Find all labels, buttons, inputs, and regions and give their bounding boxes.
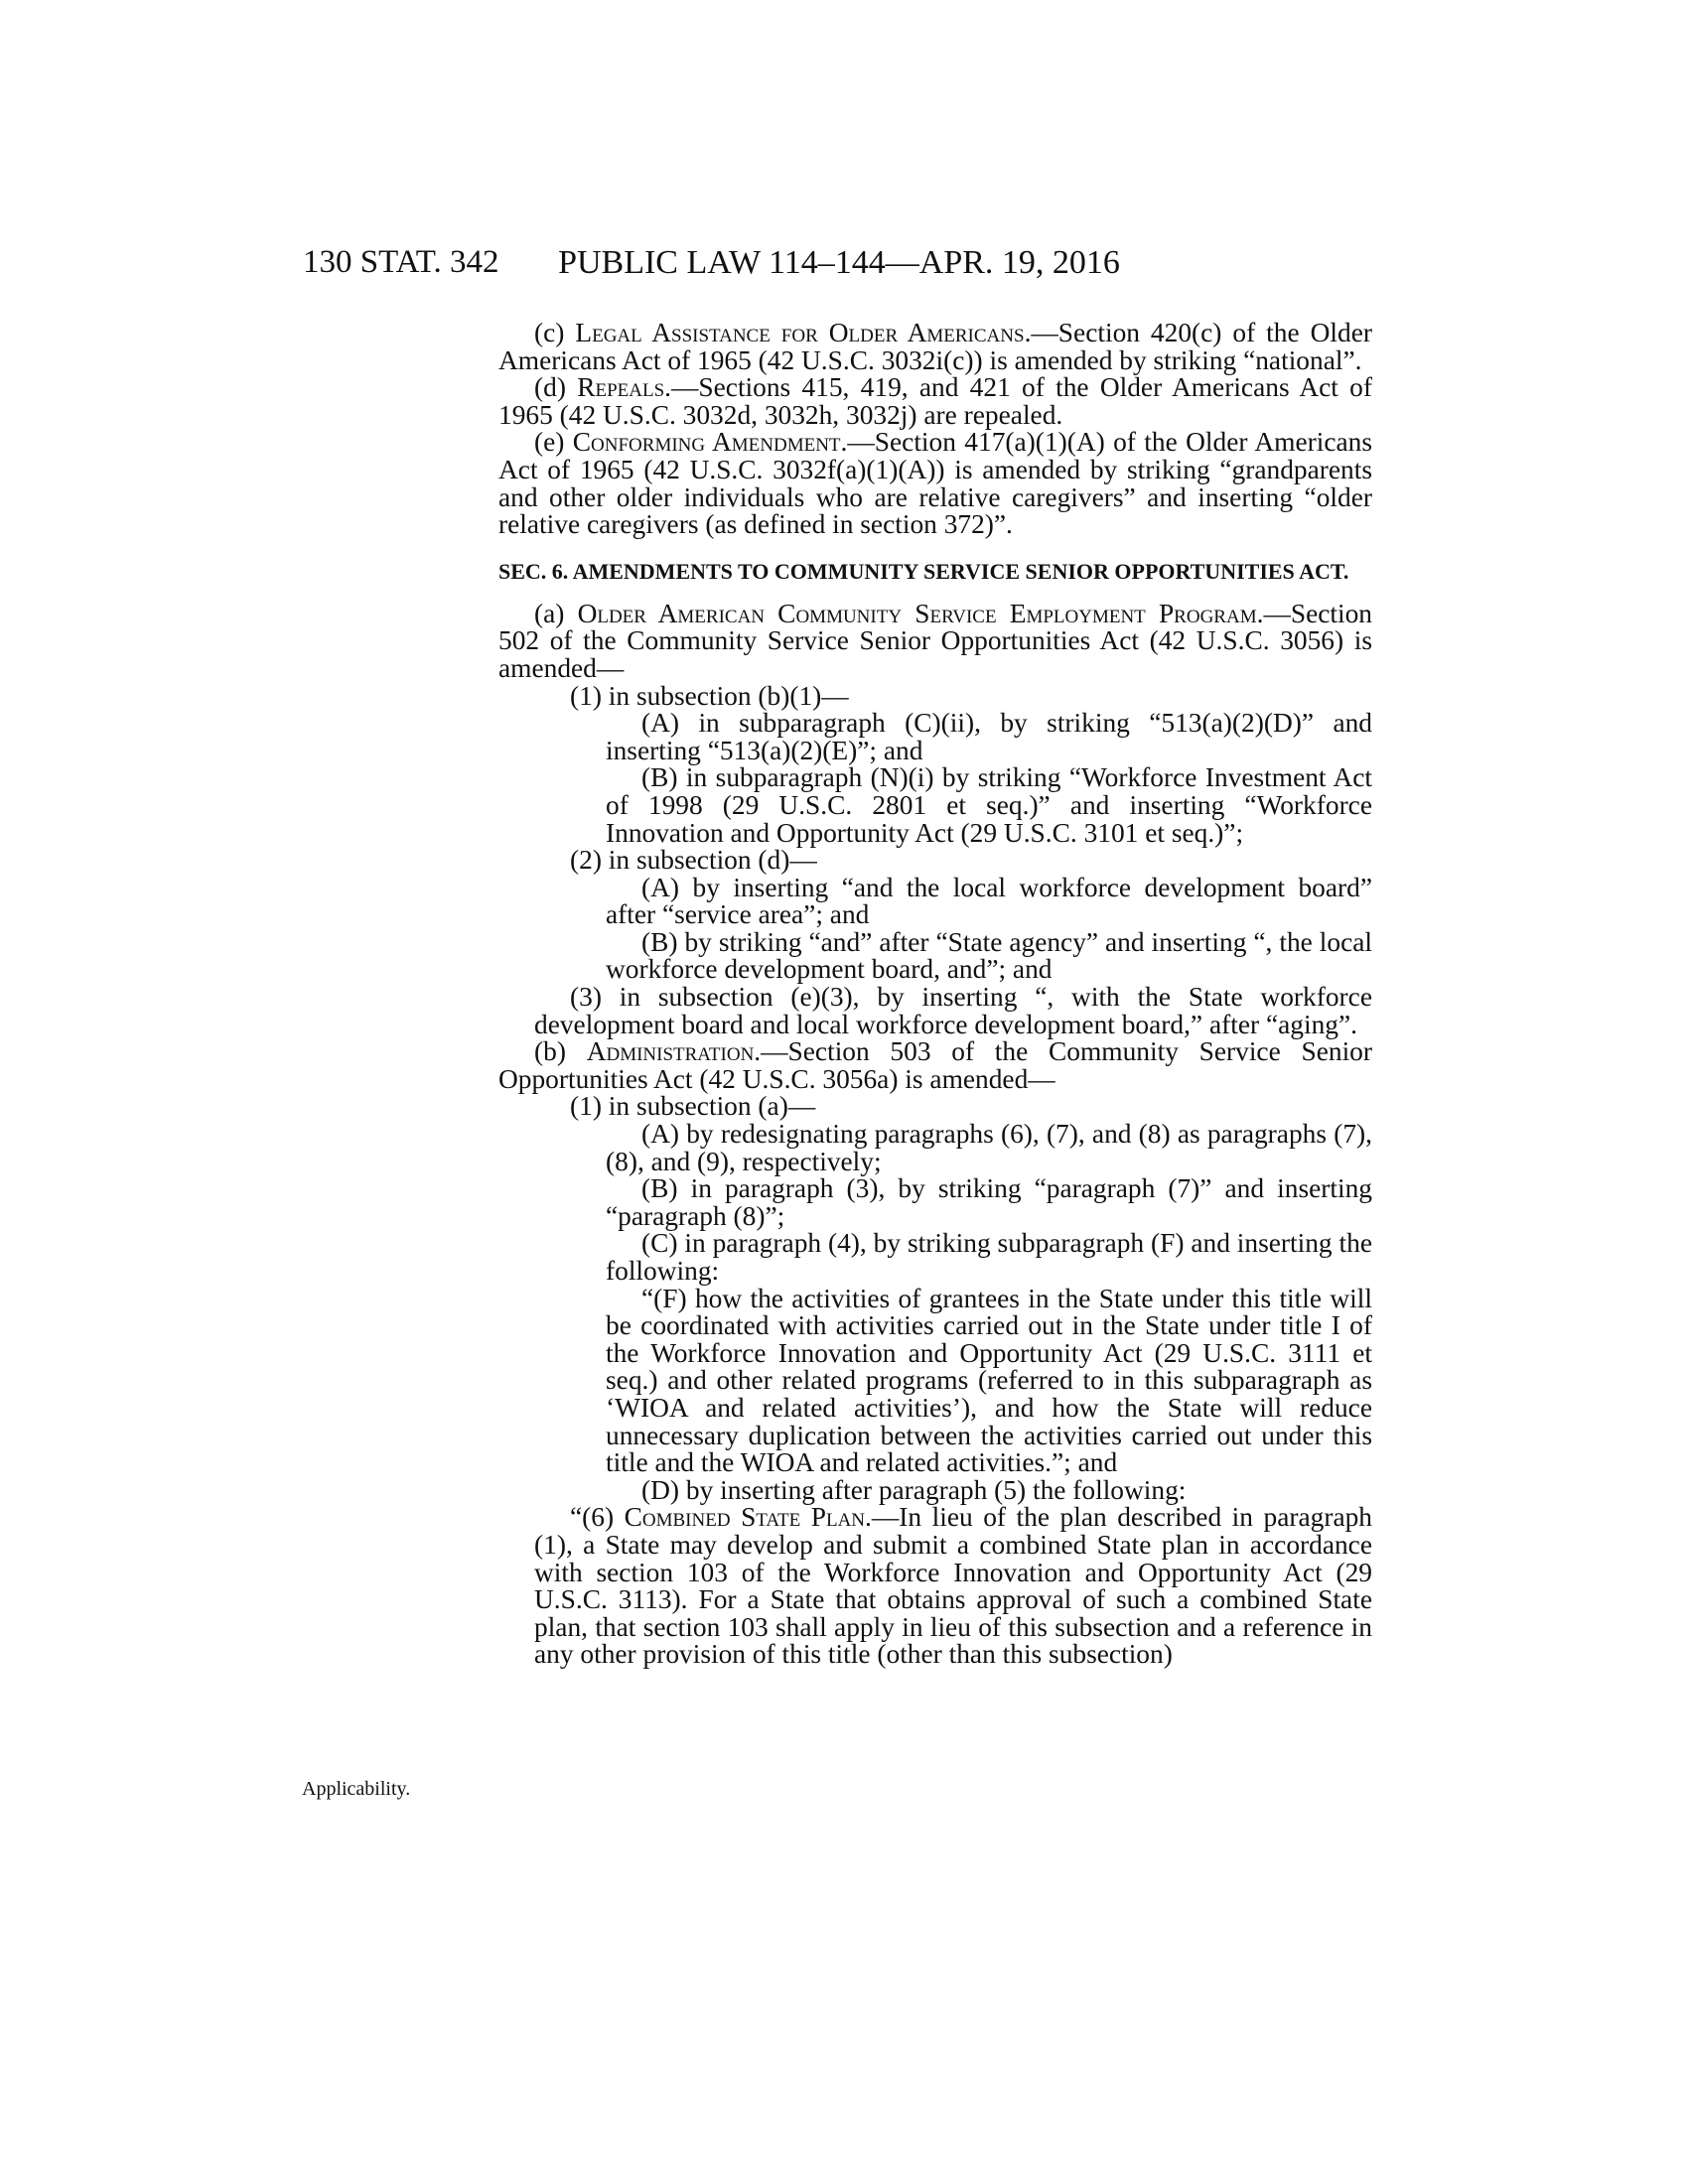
margin-note-applicability: Applicability. — [302, 1778, 411, 1800]
sec6-a-2-A: (A) by inserting “and the local workforce development board” after “service area”; and — [606, 872, 1372, 930]
sec6-a-1-B: (B) in subparagraph (N)(i) by striking “Workforce Investment Act of 1998 (29 U.S.C. 2801 et seq.)” and inserting “Workforce Innovation and Opportunity Act (29 U.S.C. 3101 et seq.)”; — [606, 762, 1372, 848]
subsection-e — [498, 429, 1372, 538]
subsection-c — [498, 320, 1372, 374]
sec6-a-paragraph-2: (2) in subsection (d)— — [570, 845, 817, 876]
combined-state-plan-paragraph — [498, 1504, 1372, 1669]
sec6-subsection-a — [498, 598, 1372, 683]
sec6-b-1-C-quoted-text: “(F) how the activities of grantees in the State under this title will be coordinated with activities carried out in the State under title I of the Workforce Innovation and Opportunity Act (29 U.S.C. 3111 et seq.) and other related programs (referred to in this subparagraph as ‘WIOA and related activities’), and how the State will reduce unnecessary duplication between the activities carried out under this title and the WIOA and related activities.”; and — [606, 1283, 1372, 1478]
sec6-subsection-b — [498, 1038, 1372, 1093]
sec6-a-2-B: (B) by striking “and” after “State agency” and inserting “, the local workforce development board, and”; and — [606, 926, 1372, 985]
p6-caption: Combined State Plan — [624, 1502, 866, 1533]
public-law-title: PUBLIC LAW 114–144—APR. 19, 2016 — [558, 244, 1120, 281]
sec6-b-lead: (b) — [534, 1036, 587, 1067]
document-body — [498, 320, 1372, 1669]
subsection-d-lead: (d) — [534, 372, 578, 403]
sec6-b-paragraph-1: (1) in subsection (a)— — [570, 1091, 816, 1122]
subsection-d-text: .—Sections 415, 419, and 421 of the Older Americans Act of 1965 (42 U.S.C. 3032d, 3032h, 3032j) are repealed. — [498, 372, 1372, 430]
sec6-b-1-C: (C) in paragraph (4), by striking subparagraph (F) and inserting the following: — [606, 1228, 1372, 1286]
sec6-b-caption: Administration — [586, 1036, 755, 1067]
sec6-b-text: .—Section 503 of the Community Service Senior Opportunities Act (42 U.S.C. 3056a) is amended— — [498, 1036, 1373, 1094]
subsection-c-text: .—Section 420(c) of the Older Americans Act of 1965 (42 U.S.C. 3032i(c)) is amended by striking “national”. — [498, 318, 1372, 375]
subsection-e-caption: Conforming Amendment — [572, 427, 841, 458]
subsection-d — [498, 374, 1372, 429]
p6-text: .—In lieu of the plan described in paragraph (1), a State may develop and submit a combined State plan in accordance with section 103 of the Workforce Innovation and Opportunity Act (29 U.S.C. 3113). For a State that obtains approval of such a combined State plan, that section 103 shall apply in lieu of this subsection and a reference in any other provision of this title (other than this subsection) — [534, 1502, 1372, 1670]
sec6-a-text: .—Section 502 of the Community Service Senior Opportunities Act (42 U.S.C. 3056) is amended— — [498, 598, 1372, 683]
subsection-c-caption: Legal Assistance for Older Americans — [575, 318, 1025, 347]
subsection-d-caption: Repeals — [577, 372, 665, 403]
p6-lead: “(6) — [570, 1502, 625, 1533]
sec6-a-1-A: (A) in subparagraph (C)(ii), by striking “513(a)(2)(D)” and inserting “513(a)(2)(E)”; and — [606, 708, 1372, 765]
statute-page-number: 130 STAT. 342 — [303, 244, 499, 280]
sec6-a-paragraph-1: (1) in subsection (b)(1)— — [570, 680, 849, 711]
sec6-b-1-A: (A) by redesignating paragraphs (6), (7), and (8) as paragraphs (7), (8), and (9), respectively; — [606, 1119, 1372, 1176]
sec6-a-lead: (a) — [534, 598, 578, 628]
page-header — [303, 244, 1375, 284]
subsection-e-lead: (e) — [534, 427, 573, 458]
sec6-b-1-D: (D) by inserting after paragraph (5) the following: — [641, 1474, 1187, 1505]
section-6-heading: SEC. 6. AMENDMENTS TO COMMUNITY SERVICE SENIOR OPPORTUNITIES ACT. — [498, 558, 1349, 584]
sec6-b-1-B: (B) in paragraph (3), by striking “paragraph (7)” and inserting “paragraph (8)”; — [606, 1173, 1372, 1231]
subsection-c-lead: (c) — [534, 318, 576, 347]
subsection-e-text: .—Section 417(a)(1)(A) of the Older Americans Act of 1965 (42 U.S.C. 3032f(a)(1)(A)) is amended by striking “grandparents and other older individuals who are relative caregivers” and inserting “older relative caregivers (as defined in section 372)”. — [498, 427, 1373, 540]
sec6-a-paragraph-3: (3) in subsection (e)(3), by inserting “, with the State workforce development board and local workforce development board,” after “aging”. — [534, 982, 1372, 1039]
sec6-a-caption: Older American Community Service Employment Program — [577, 598, 1257, 628]
